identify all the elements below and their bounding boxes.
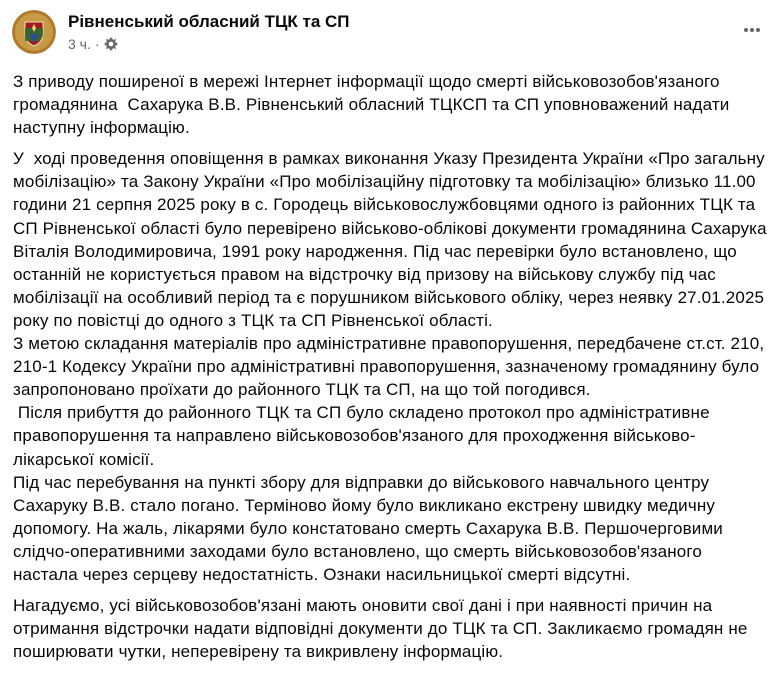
post-paragraph: Під час перебування на пункті збору для відправки до військового навчального центру Сахаруку В.В. стало погано. Терміново йому було викликано екстрену швидку медичну допомогу. На жаль, лікарями було констатовано смерть Сахарука В.В. Першочерговими слідчо-оперативними заходами було встановлено, що смерть військовозобов'язаного настала через серцеву недостатність. Ознаки насильницької смерті відсутні.	[13, 472, 728, 584]
post-paragraph: З метою складання матеріалів про адміністративне правопорушення, передбачене ст.ст. 210, 210-1 Кодексу України про адміністративні правопорушення, зазначеному громадянину було запропоновано проїхати до районного ТЦК та СП, на що той погодився.	[13, 334, 770, 400]
more-options-button[interactable]	[736, 14, 768, 46]
post-meta	[68, 34, 118, 54]
post-paragraph: З приводу поширеної в мережі Інтернет інформації щодо смерті військовозобов'язаного громадянина Сахарука В.В. Рівненський обласний ТЦКСП та СП уповноважений надати наступну інформацію.	[13, 72, 735, 138]
post-paragraph: У ході проведення оповіщення в рамках виконання Указу Президента України «Про загальну мобілізацію» та Закону України «Про мобілізаційну підготовку та мобілізацію» близько 11.00 години 21 серпня 2025 року в с. Городець військовослужбовцями одного із районних ТЦК та СП Рівненської області було перевірено військово-облікові документи громадянина Сахарука Віталія Володимировича, 1991 року народження. Під час перевірки було встановлено, що останній не користується правом на відстрочку від призову на військову службу під час мобілізації на особливий період та є порушником військового обліку, через неявку 27.01.2025 року по повістці до одного з ТЦК та СП Рівненської області.	[13, 149, 772, 330]
post-time[interactable]: 3 ч.	[68, 36, 91, 52]
more-options-icon	[742, 20, 762, 40]
post-paragraph: Нагадуємо, усі військовозобов'язані мають оновити свої дані і при наявності причин на отримання відстрочки надати відповідні документи до ТЦК та СП. Закликаємо громадян не поширювати чутки, неперевірену та викривлену інформацію.	[13, 596, 753, 662]
military-emblem-icon	[12, 10, 56, 54]
meta-separator: ·	[94, 36, 100, 52]
post-paragraph: Після прибуття до районного ТЦК та СП було складено протокол про адміністративне правопорушення та направлено військовозобов'язаного для проходження військово-лікарської комісії.	[13, 403, 715, 469]
avatar[interactable]	[12, 10, 56, 54]
gear-icon[interactable]	[104, 37, 118, 51]
post-header	[12, 10, 768, 58]
post-author[interactable]: Рівненський обласний ТЦК та СП	[68, 12, 350, 31]
post-body	[13, 70, 772, 663]
